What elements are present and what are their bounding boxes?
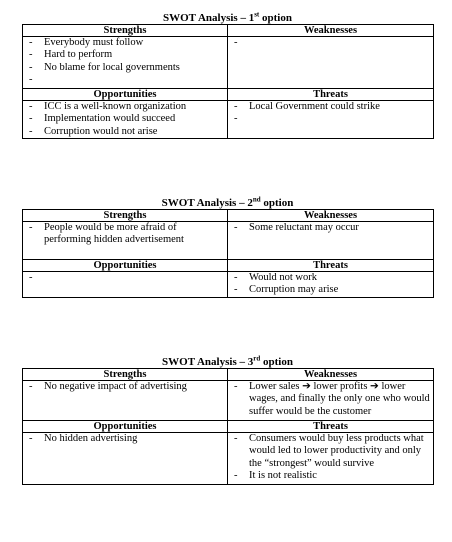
list-item: - Local Government could strike [228,101,433,113]
list-item: - Implementation would succeed [23,113,227,125]
swot-analysis-2 [22,197,433,298]
list-item [23,74,227,86]
list-item: - Lower sales ➔ lower profits ➔ lower wages, and finally the only one who would suffer would be the customer [228,381,433,418]
list-item [228,37,433,49]
opportunities-cell [23,433,228,485]
list-item [23,272,227,284]
title-text: SWOT Analysis – 2 [161,197,253,209]
title-text: SWOT Analysis – 1 [163,12,255,24]
weaknesses-cell [228,37,434,89]
strengths-header: Strengths [23,25,228,37]
swot-title [22,197,433,209]
threats-cell [228,433,434,485]
list-item: - No hidden advertising [23,433,227,445]
list-item: - Would not work [228,272,433,284]
threats-cell [228,272,434,298]
list-item: - Corruption may arise [228,284,433,296]
swot-table [22,368,434,485]
strengths-list [23,222,227,247]
opportunities-cell [23,101,228,139]
opportunities-header: Opportunities [23,89,228,101]
threats-cell [228,101,434,139]
threats-header: Threats [228,421,434,433]
strengths-header: Strengths [23,369,228,381]
opportunities-cell [23,272,228,298]
list-item [228,113,433,125]
opportunities-header: Opportunities [23,421,228,433]
title-suffix: option [259,12,292,24]
list-item: - No blame for local governments [23,62,227,74]
title-superscript: nd [252,195,261,204]
swot-title [22,12,433,24]
swot-table [22,209,434,298]
swot-table [22,24,434,139]
title-suffix: option [260,197,294,209]
weaknesses-list [228,37,433,49]
weaknesses-list [228,381,433,418]
swot-analysis-1 [22,12,433,139]
strengths-cell [23,222,228,260]
list-item: - Everybody must follow [23,37,227,49]
list-item: - No negative impact of advertising [23,381,227,393]
strengths-header: Strengths [23,210,228,222]
threats-list [228,272,433,297]
opportunities-header: Opportunities [23,260,228,272]
list-item: - Some reluctant may occur [228,222,433,234]
opportunities-list [23,272,227,284]
title-suffix: option [260,356,293,368]
title-superscript: st [254,10,260,19]
strengths-list [23,381,227,393]
list-item: - It is not realistic [228,470,433,482]
threats-list [228,101,433,126]
title-superscript: rd [253,354,261,363]
threats-header: Threats [228,89,434,101]
opportunities-list [23,433,227,445]
weaknesses-cell [228,381,434,421]
strengths-cell [23,381,228,421]
strengths-list [23,37,227,86]
list-item: - ICC is a well-known organization [23,101,227,113]
list-item: - Consumers would buy less products what would led to lower productivity and only the “strongest” would survive [228,433,433,470]
title-text: SWOT Analysis – 3 [162,356,254,368]
list-item: - Hard to perform [23,49,227,61]
threats-list [228,433,433,482]
list-item: - Corruption would not arise [23,126,227,138]
opportunities-list [23,101,227,138]
weaknesses-header: Weaknesses [228,369,434,381]
swot-title [22,356,433,368]
threats-header: Threats [228,260,434,272]
strengths-cell [23,37,228,89]
weaknesses-cell [228,222,434,260]
weaknesses-header: Weaknesses [228,210,434,222]
list-item: - People would be more afraid of performing hidden advertisement [23,222,227,247]
weaknesses-list [228,222,433,234]
swot-analysis-3 [22,356,433,485]
weaknesses-header: Weaknesses [228,25,434,37]
